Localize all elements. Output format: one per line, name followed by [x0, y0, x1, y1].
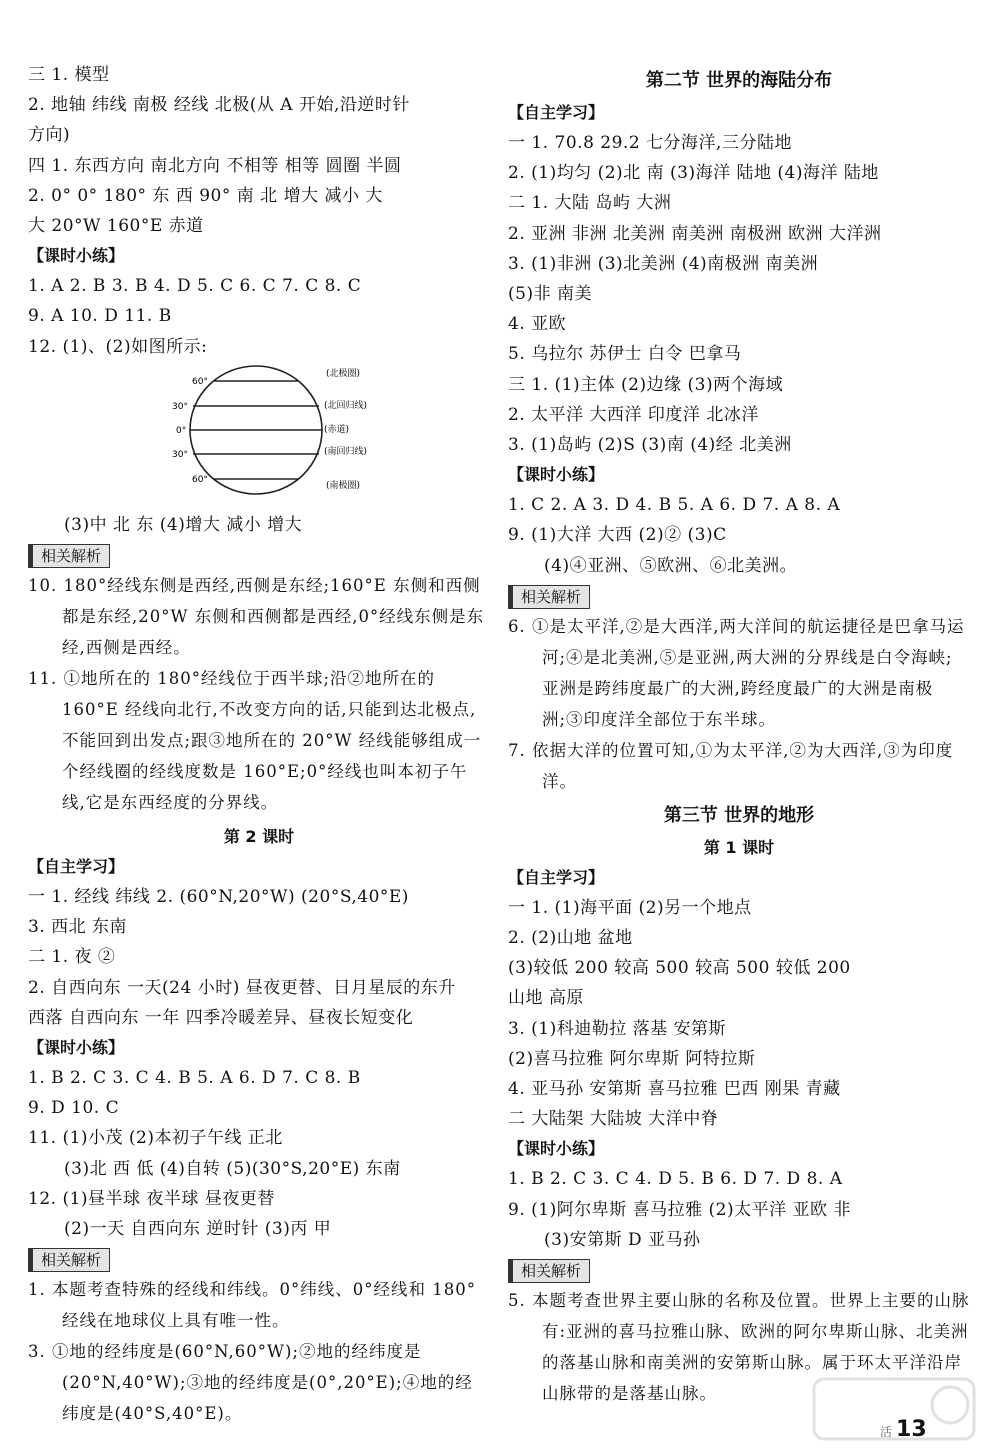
- answer-line: 大 20°W 160°E 赤道: [28, 216, 204, 237]
- explanation-paragraph: 1. 本题考查特殊的经线和纬线。0°纬线、0°经线和 180°经线在地球仪上具有唯一性。: [28, 1280, 476, 1331]
- answer-line: 2. 太平洋 大西洋 印度洋 北冰洋: [508, 404, 759, 425]
- answer-line: (3)北 西 低 (4)自转 (5)(30°S,20°E) 东南: [64, 1158, 401, 1179]
- section-label-practice: 【课时小练】: [508, 465, 605, 485]
- answer-line: (3)较低 200 较高 500 较高 500 较低 200: [508, 958, 851, 979]
- answer-line: 一 1. (1)海平面 (2)另一个地点: [508, 897, 752, 918]
- explanation-paragraph: 3. ①地的经纬度是(60°N,60°W);②地的经纬度是(20°N,40°W);③地的经纬度是(0°,20°E);④地的经纬度是(40°S,40°E)。: [28, 1342, 473, 1424]
- answer-line: (4)④亚洲、⑤欧洲、⑥北美洲。: [544, 555, 798, 576]
- explanation-paragraph: 7. 依据大洋的位置可知,①为太平洋,②为大西洋,③为印度洋。: [508, 740, 954, 791]
- section-heading: 第二节 世界的海陆分布: [645, 70, 833, 91]
- answer-line: 9. (1)阿尔卑斯 喜马拉雅 (2)太平洋 亚欧 非: [508, 1199, 851, 1220]
- answer-line: 二 大陆架 大陆坡 大洋中脊: [508, 1109, 719, 1130]
- circle-name-label: (南极圈): [326, 480, 361, 491]
- explanation-paragraph: 11. ①地所在的 180°经线位于西半球;沿②地所在的 160°E 经线向北行,不改变方向的话,只能到达北极点,不能回到出发点;跟③地所在的 20°W 经线能够组成一个经线圈的经线度数是 160°E;0°经线也叫本初子午线,它是东西经度的分界线。: [28, 669, 482, 813]
- explanation-paragraph: 10. 180°经线东侧是西经,西侧是东经;160°E 东侧和西侧都是东经,20°W 东侧和西侧都是西经,0°经线东侧是东经,西侧是西经。: [28, 576, 485, 658]
- answer-line: 四 1. 东西方向 南北方向 不相等 相等 圆圈 半圆: [28, 155, 402, 176]
- answer-line: (5)非 南美: [508, 284, 592, 305]
- answer-line: 山地 高原: [508, 988, 584, 1009]
- answer-line: 11. (1)小茂 (2)本初子午线 正北: [28, 1128, 283, 1149]
- circle-name-label: (南回归线): [324, 446, 368, 457]
- analysis-tag: 相关解析: [508, 585, 590, 609]
- answer-line: 1. B 2. C 3. C 4. D 5. B 6. D 7. D 8. A: [508, 1169, 843, 1190]
- lat-label: 60°: [192, 376, 208, 387]
- answer-line: 9. A 10. D 11. B: [28, 306, 172, 327]
- section-label-self-study: 【自主学习】: [508, 867, 605, 887]
- page-number: 13: [896, 1417, 927, 1442]
- answer-line: 1. A 2. B 3. B 4. D 5. C 6. C 7. C 8. C: [28, 276, 362, 297]
- page-prefix: 活: [880, 1425, 893, 1439]
- lat-label: 0°: [176, 425, 187, 436]
- answer-line: (2)一天 自西向东 逆时针 (3)丙 甲: [64, 1219, 332, 1240]
- lat-label: 60°: [192, 474, 208, 485]
- answer-line: 一 1. 70.8 29.2 七分海洋,三分陆地: [508, 133, 792, 153]
- lesson-heading: 第 2 课时: [223, 827, 295, 847]
- answer-line: 9. D 10. C: [28, 1098, 120, 1119]
- answer-line: 1. B 2. C 3. C 4. B 5. A 6. D 7. C 8. B: [28, 1068, 361, 1089]
- page-footer: [880, 1417, 927, 1442]
- section-label-practice: 【课时小练】: [28, 246, 125, 266]
- answer-line: 3. (1)岛屿 (2)S (3)南 (4)经 北美洲: [508, 435, 792, 456]
- section-label-self-study: 【自主学习】: [508, 103, 605, 122]
- answer-line: 西落 自西向东 一年 四季冷暖差异、昼夜长短变化: [28, 1007, 414, 1028]
- answer-line: 1. C 2. A 3. D 4. B 5. A 6. D 7. A 8. A: [508, 495, 841, 516]
- section-label-practice: 【课时小练】: [28, 1038, 125, 1058]
- analysis-tag: 相关解析: [508, 1259, 590, 1283]
- answer-lines: [28, 60, 490, 241]
- answer-line: (2)喜马拉雅 阿尔卑斯 阿特拉斯: [508, 1048, 756, 1069]
- circle-name-label: (赤道): [324, 424, 350, 435]
- section-heading: 第三节 世界的地形: [663, 804, 815, 826]
- answer-line: 2. 亚洲 非洲 北美洲 南美洲 南极洲 欧洲 大洋洲: [508, 223, 882, 244]
- answer-line: 9. (1)大洋 大西 (2)② (3)C: [508, 525, 727, 546]
- circle-name-label: (北回归线): [324, 400, 368, 411]
- explanation-paragraph: 5. 本题考查世界主要山脉的名称及位置。世界上主要的山脉有:亚洲的喜马拉雅山脉、欧洲的阿尔卑斯山脉、北美洲的落基山脉和南美洲的安第斯山脉。属于环太平洋沿岸山脉带的是落基山脉。: [508, 1291, 970, 1404]
- answer-line: 3. (1)非洲 (3)北美洲 (4)南极洲 南美洲: [508, 253, 819, 274]
- answer-line: 3. 西北 东南: [28, 917, 128, 938]
- answer-line: 2. (2)山地 盆地: [508, 928, 633, 949]
- section-label-self-study: 【自主学习】: [28, 857, 125, 877]
- answer-line: 二 1. 夜 ②: [28, 947, 116, 968]
- explanation-paragraph: 6. ①是太平洋,②是大西洋,两大洋间的航运捷径是巴拿马运河;④是北美洲,⑤是亚洲,两大洲的分界线是白令海峡;亚洲是跨纬度最广的大洲,跨经度最广的大洲是南极洲;③印度洋全部位于东半球。: [508, 616, 965, 729]
- lat-label: 30°: [172, 449, 188, 460]
- answer-line: 4. 亚欧: [508, 314, 567, 335]
- answer-line: 12. (1)、(2)如图所示:: [28, 336, 208, 357]
- answer-line: 方向): [28, 125, 71, 146]
- section-label-practice: 【课时小练】: [508, 1139, 605, 1159]
- answer-line: 12. (1)昼半球 夜半球 昼夜更替: [28, 1188, 275, 1209]
- circle-name-label: (北极圈): [326, 368, 361, 379]
- answer-line: 3. (1)科迪勒拉 落基 安第斯: [508, 1018, 727, 1039]
- answer-line: (3)中 北 东 (4)增大 减小 增大: [64, 514, 303, 535]
- analysis-tag: 相关解析: [28, 544, 110, 568]
- left-column: [28, 60, 490, 1429]
- analysis-tag: 相关解析: [28, 1248, 110, 1272]
- answer-line: 二 1. 大陆 岛屿 大洲: [508, 193, 672, 214]
- answer-line: 2. 自西向东 一天(24 小时) 昼夜更替、日月星辰的东升: [28, 977, 456, 998]
- answer-line: 一 1. 经线 纬线 2. (60°N,20°W) (20°S,40°E): [28, 887, 409, 908]
- answer-line: 2. 地轴 纬线 南极 经线 北极(从 A 开始,沿逆时针: [28, 95, 410, 116]
- answer-line: 5. 乌拉尔 苏伊士 白令 巴拿马: [508, 344, 742, 365]
- lesson-heading: 第 1 课时: [703, 837, 775, 857]
- answer-line: 2. (1)均匀 (2)北 南 (3)海洋 陆地 (4)海洋 陆地: [508, 163, 879, 184]
- right-column: [508, 64, 970, 1409]
- answer-line: 三 1. (1)主体 (2)边缘 (3)两个海域: [508, 374, 784, 395]
- latitude-diagram: [28, 364, 490, 502]
- answer-line: 三 1. 模型: [28, 65, 110, 85]
- answer-line: 4. 亚马孙 安第斯 喜马拉雅 巴西 刚果 青藏: [508, 1079, 841, 1100]
- answer-line: (3)安第斯 D 亚马孙: [544, 1229, 701, 1250]
- lat-label: 30°: [172, 401, 188, 412]
- answer-line: 2. 0° 0° 180° 东 西 90° 南 北 增大 减小 大: [28, 185, 383, 206]
